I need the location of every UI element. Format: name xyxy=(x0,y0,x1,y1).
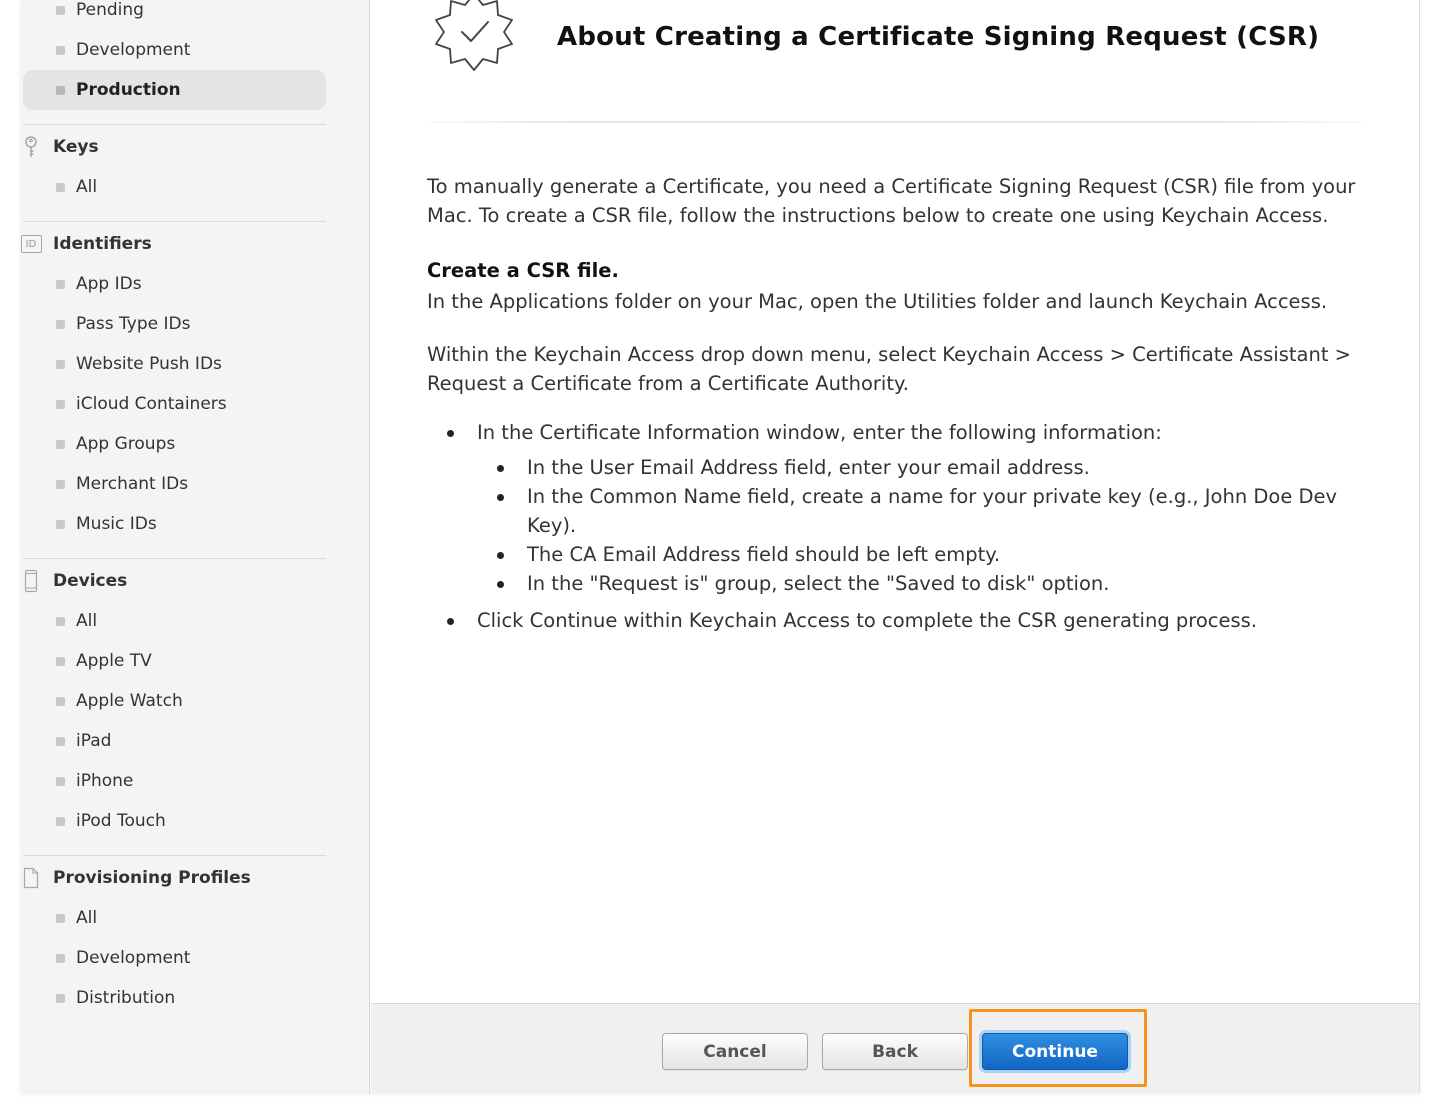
list-item: In the Common Name field, create a name for your private key (e.g., John Doe Dev Key). xyxy=(477,482,1362,540)
sidebar-section-identifiers[interactable] xyxy=(20,224,326,264)
sidebar-item-label: Apple TV xyxy=(76,651,152,671)
sidebar-divider xyxy=(23,855,326,856)
bullet-icon xyxy=(56,994,65,1003)
sidebar-item-label: Apple Watch xyxy=(76,691,183,711)
sidebar-item-production[interactable] xyxy=(23,70,326,110)
sidebar-item-development[interactable] xyxy=(23,30,326,70)
back-button[interactable]: Back xyxy=(822,1033,968,1070)
bullet-icon xyxy=(56,46,65,55)
sidebar-item-music-ids[interactable] xyxy=(23,504,326,544)
sidebar-item-ipad[interactable] xyxy=(23,721,326,761)
step-text: In the Applications folder on your Mac, open the Utilities folder and launch Keychain Access. xyxy=(427,290,1328,313)
bullet-icon xyxy=(56,777,65,786)
sidebar-item-devices-all[interactable] xyxy=(23,601,326,641)
sidebar-item-label: iPod Touch xyxy=(76,811,166,831)
sidebar-item-pass-type-ids[interactable] xyxy=(23,304,326,344)
sidebar-item-apple-watch[interactable] xyxy=(23,681,326,721)
sidebar-item-label: All xyxy=(76,177,98,197)
bullet-icon xyxy=(56,6,65,15)
list-item-text: In the Certificate Information window, enter the following information: xyxy=(477,421,1162,444)
bullet-icon xyxy=(56,657,65,666)
sidebar-section-devices[interactable] xyxy=(20,561,326,601)
intro-text: To manually generate a Certificate, you need a Certificate Signing Request (CSR) file from your Mac. To create a CSR file, follow the instructions below to create one using Keychain Access. xyxy=(427,175,1356,227)
sidebar-item-app-ids[interactable] xyxy=(23,264,326,304)
sidebar-divider xyxy=(23,221,326,222)
sidebar-item-label: All xyxy=(76,611,98,631)
sidebar-item-profiles-all[interactable] xyxy=(23,898,326,938)
sub-list xyxy=(477,453,1362,598)
sidebar-divider xyxy=(23,124,326,125)
id-icon: ID xyxy=(20,232,42,256)
sidebar-item-apple-tv[interactable] xyxy=(23,641,326,681)
section-title: Keys xyxy=(53,137,99,157)
sidebar-divider xyxy=(23,558,326,559)
device-icon xyxy=(20,569,42,593)
bullet-icon xyxy=(56,320,65,329)
title-divider xyxy=(427,121,1362,123)
sidebar-item-iphone[interactable] xyxy=(23,761,326,801)
sidebar-item-label: Music IDs xyxy=(76,514,157,534)
cancel-button[interactable]: Cancel xyxy=(662,1033,808,1070)
sidebar-item-label: iPhone xyxy=(76,771,134,791)
bullet-icon xyxy=(56,737,65,746)
bullet-icon xyxy=(56,954,65,963)
bullet-icon xyxy=(56,183,65,192)
sidebar-item-icloud-containers[interactable] xyxy=(23,384,326,424)
bullet-icon xyxy=(56,520,65,529)
list-item: The CA Email Address field should be left empty. xyxy=(477,540,1362,569)
sidebar-item-ipod-touch[interactable] xyxy=(23,801,326,841)
sidebar-item-label: Production xyxy=(76,80,181,100)
sidebar-item-label: Pass Type IDs xyxy=(76,314,191,334)
continue-button[interactable]: Continue xyxy=(982,1033,1128,1070)
bullet-icon xyxy=(56,280,65,289)
sidebar-item-label: Development xyxy=(76,40,191,60)
section-heading: Create a CSR file. xyxy=(427,259,619,282)
bullet-icon xyxy=(56,86,65,95)
sidebar-item-label: App IDs xyxy=(76,274,142,294)
list-item: Click Continue within Keychain Access to complete the CSR generating process. xyxy=(427,606,1362,635)
sidebar-item-pending[interactable] xyxy=(23,0,326,30)
bullet-icon xyxy=(56,480,65,489)
sidebar-item-app-groups[interactable] xyxy=(23,424,326,464)
bullet-icon xyxy=(56,360,65,369)
list-item: In the "Request is" group, select the "Saved to disk" option. xyxy=(477,569,1362,598)
sidebar-section-provisioning-profiles[interactable] xyxy=(20,858,326,898)
bullet-icon xyxy=(56,697,65,706)
certificate-seal-icon xyxy=(428,0,520,76)
sidebar-item-label: App Groups xyxy=(76,434,176,454)
sidebar-item-label: Development xyxy=(76,948,191,968)
section-title: Identifiers xyxy=(53,234,152,254)
page-title: About Creating a Certificate Signing Request (CSR) xyxy=(557,22,1320,52)
sidebar-item-label: Merchant IDs xyxy=(76,474,189,494)
sidebar-item-website-push-ids[interactable] xyxy=(23,344,326,384)
bullet-icon xyxy=(56,400,65,409)
sidebar-item-label: All xyxy=(76,908,98,928)
sidebar-item-label: iPad xyxy=(76,731,112,751)
instructions xyxy=(427,172,1362,643)
sidebar-item-label: Website Push IDs xyxy=(76,354,222,374)
bullet-icon xyxy=(56,440,65,449)
step-text: Within the Keychain Access drop down menu, select Keychain Access > Certificate Assistant > Request a Certificate from a Certificate Authority. xyxy=(427,343,1352,395)
key-icon xyxy=(20,135,42,159)
sidebar-item-label: iCloud Containers xyxy=(76,394,227,414)
list-item xyxy=(427,418,1362,598)
sidebar-item-profiles-development[interactable] xyxy=(23,938,326,978)
sidebar-section-keys[interactable] xyxy=(20,127,326,167)
sidebar-item-label: Distribution xyxy=(76,988,176,1008)
sidebar-item-profiles-distribution[interactable] xyxy=(23,978,326,1018)
sidebar-item-keys-all[interactable] xyxy=(23,167,326,207)
section-title: Devices xyxy=(53,571,128,591)
sidebar-item-merchant-ids[interactable] xyxy=(23,464,326,504)
bullet-icon xyxy=(56,617,65,626)
bullet-icon xyxy=(56,914,65,923)
bullet-icon xyxy=(56,817,65,826)
instruction-list xyxy=(427,418,1362,635)
section-title: Provisioning Profiles xyxy=(53,868,251,888)
list-item: In the User Email Address field, enter your email address. xyxy=(477,453,1362,482)
document-icon xyxy=(20,866,42,890)
sidebar-item-label: Pending xyxy=(76,0,144,20)
